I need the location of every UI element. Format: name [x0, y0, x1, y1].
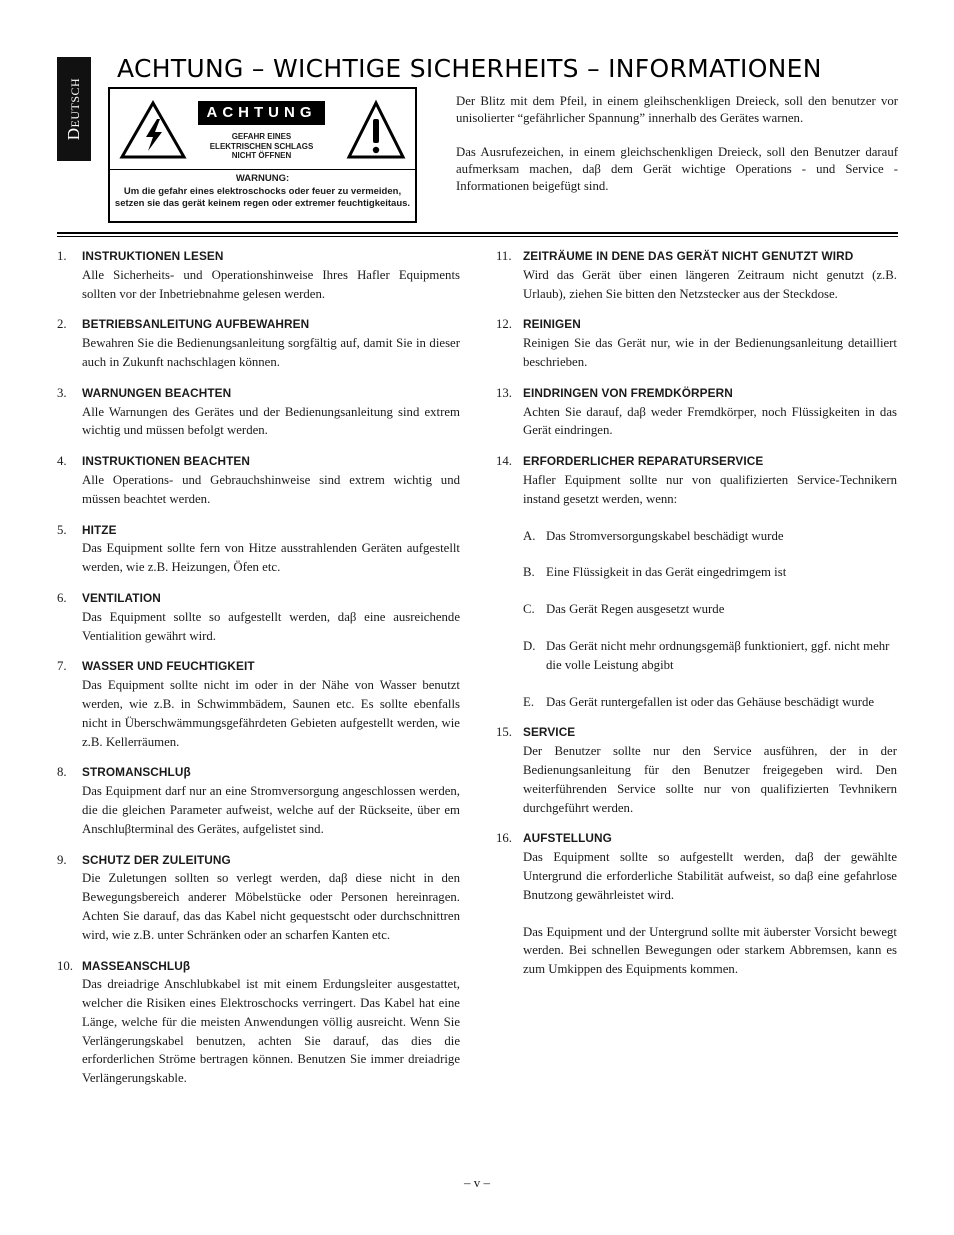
item-number: 9. — [57, 852, 67, 867]
divider-thin — [57, 236, 898, 237]
condition-letter: B. — [523, 565, 535, 580]
exclamation-triangle-icon — [345, 99, 407, 161]
item-text: Das Equipment sollte so aufgestellt werden, daβ eine ausreichende Ventialition gewährt wird. — [82, 609, 460, 643]
language-tab-label: Deutsch — [64, 77, 83, 141]
condition-letter: E. — [523, 694, 535, 709]
item-heading: SERVICE — [523, 725, 576, 740]
item-text: Alle Operations- und Gebrauchshinweise sind extrem wichtig und müssen beachtet werden. — [82, 472, 460, 506]
item-number: 6. — [57, 590, 67, 605]
item-text: Alle Warnungen des Gerätes und der Bedienungsanleitung sind extrem wichtig und müssen befolgt werden. — [82, 404, 460, 438]
condition-text: Das Stromversorgungskabel beschädigt wurde — [546, 528, 784, 543]
warning-divider — [110, 169, 415, 170]
item-number: 16. — [496, 831, 512, 846]
instruction-item — [57, 657, 460, 751]
item-number: 15. — [496, 725, 512, 740]
warning-text — [114, 173, 411, 211]
condition-item — [523, 693, 897, 712]
left-column — [57, 247, 460, 1100]
item-text: Wird das Gerät über einen längeren Zeitraum nicht genutzt (z.B. Urlaub), ziehen Sie bitten den Netzstecker aus der Steckdose. — [523, 267, 897, 301]
item-heading: SCHUTZ DER ZULEITUNG — [82, 852, 231, 867]
item-heading: AUFSTELLUNG — [523, 831, 612, 846]
item-text: Das Equipment sollte fern von Hitze ausstrahlenden Geräten aufgestellt werden, wie z.B. Heizungen, Öfen etc. — [82, 541, 460, 575]
instruction-item — [57, 247, 460, 303]
warning-label-box — [108, 87, 417, 223]
item-heading: INSTRUKTIONEN BEACHTEN — [82, 454, 251, 469]
item-number: 12. — [496, 317, 512, 332]
item-heading: ERFORDERLICHER REPARATURSERVICE — [523, 454, 764, 469]
danger-line: NICHT ÖFFNEN — [231, 151, 292, 160]
item-number: 7. — [57, 659, 67, 674]
item-heading: BETRIEBSANLEITUNG AUFBEWAHREN — [82, 317, 310, 332]
danger-line: GEFAHR EINES — [231, 132, 292, 141]
instruction-item — [496, 829, 897, 979]
item-number: 4. — [57, 454, 67, 469]
item-heading: WARNUNGEN BEACHTEN — [82, 385, 232, 400]
item-text: Alle Sicherheits- und Operationshinweise Ihres Hafler Equipments sollten vor der Inbetriebnahme gelesen werden. — [82, 267, 460, 301]
condition-letter: A. — [523, 528, 536, 543]
instruction-item — [496, 723, 897, 817]
achtung-banner: ACHTUNG — [198, 101, 325, 125]
item-heading: EINDRINGEN VON FREMDKÖRPERN — [523, 385, 733, 400]
item-number: 1. — [57, 249, 67, 263]
page-number: – v – — [464, 1175, 490, 1190]
item-text: Das Equipment sollte nicht im oder in der Nähe von Wasser benutzt werden, wie z.B. in Schwimmbädem, Saunen etc. Es sollte ebenfalls nicht in Überschwämmungsgefährdeten Gebieten aufgestellt werden, wie z.B. Kellerräumen. — [82, 678, 460, 749]
instruction-item — [496, 452, 897, 711]
instruction-item — [496, 315, 897, 371]
item-number: 13. — [496, 385, 512, 400]
item-text: Der Benutzer sollte nur den Service ausführen, der in der Bedienungsanleitung für den Benutzer freigegeben wird. Den weiterführenden Service sollte nur von qualifizierten Tevhnikern durchgeführt werden. — [523, 744, 897, 815]
condition-item — [523, 563, 897, 582]
condition-text: Das Gerät runtergefallen ist oder das Gehäuse beschädigt wurde — [546, 694, 875, 709]
condition-item — [523, 637, 897, 675]
item-text: Das Equipment sollte so aufgestellt werden, daβ der gewählte Untergrund die erforderliche Stabilität aufweist, so daβ eine gefahrlose Bnutzong gewährleistet wird. — [523, 850, 897, 902]
danger-text — [192, 132, 331, 161]
lightning-triangle-icon — [118, 99, 188, 161]
item-heading: VENTILATION — [82, 590, 161, 605]
instruction-item — [57, 851, 460, 945]
item-text: Das dreiadrige Anschlubkabel ist mit einem Erdungsleiter ausgestattet, welcher die Risiken eines Elektroschocks verringert. Das Kabel hat eine Länge, welche für die meisten Anwendungen völlig ausreicht. Wenn Sie Verlängerungskabel benutzen, achten Sie darauf, das dies die erforderlichen Ströme bertragen können. Benutzen Sie immer dreiadrige Verlängerungskable. — [82, 977, 460, 1086]
item-text: Hafler Equipment sollte nur von qualifizierten Service-Technikern instand gesetzt werden, wenn: — [523, 472, 897, 506]
item-heading: STROMANSCHLUβ — [82, 765, 191, 780]
instruction-item — [57, 763, 460, 838]
item-heading: ZEITRÄUME IN DENE DAS GERÄT NICHT GENUTZT WIRD — [523, 249, 854, 263]
item-text: Reinigen Sie das Gerät nur, wie in der Bedienungsanleitung detailliert beschrieben. — [523, 336, 897, 369]
item-extra-text: Das Equipment und der Untergrund sollte mit äuberster Vorsicht bewegt werden. Bei schnellen Bewegungen oder starkem Abbremsen, kann es zum Umkippen des Equipments kommen. — [523, 924, 897, 977]
item-number: 3. — [57, 385, 67, 400]
condition-text: Das Gerät Regen ausgesetzt wurde — [546, 602, 725, 617]
item-text: Achten Sie darauf, daβ weder Fremdkörper, noch Flüssigkeiten in das Gerät eindringen. — [523, 404, 897, 438]
language-tab — [57, 57, 91, 161]
item-heading: WASSER UND FEUCHTIGKEIT — [82, 659, 255, 674]
page-title: ACHTUNG – WICHTIGE SICHERHEITS – INFORMATIONEN — [117, 54, 822, 83]
condition-text: Eine Flüssigkeit in das Gerät eingedrimgem ist — [546, 565, 787, 580]
instruction-item — [57, 589, 460, 645]
item-number: 2. — [57, 317, 67, 332]
item-number: 11. — [496, 249, 512, 263]
item-text: Bewahren Sie die Bedienungsanleitung sorgfältig auf, damit Sie in dieser auch in Zukunft nachschlagen können. — [82, 336, 460, 369]
instruction-item — [496, 247, 897, 303]
condition-text: Das Gerät nicht mehr ordnungsgemäβ funktioniert, ggf. nicht mehr die volle Leistung abgibt — [546, 638, 890, 672]
instruction-item — [57, 521, 460, 577]
instruction-item — [57, 384, 460, 440]
right-column — [496, 247, 897, 991]
item-text: Das Equipment darf nur an eine Stromversorgung angeschlossen werden, die die gleichen Parameter aufweist, welche auf der Rückseite, über em Anschluβterminal des Gerätes, aufgelistet sind. — [82, 784, 460, 836]
intro-paragraph: Der Blitz mit dem Pfeil, in einem gleihschenkligen Dreieck, soll den benutzer vor unisolierter “gefährlicher Spannung” innerhalb des Gerätes warnen. — [456, 94, 898, 125]
instruction-item — [496, 384, 897, 440]
danger-line: ELEKTRISCHEN SCHLAGS — [209, 141, 314, 151]
item-heading: HITZE — [82, 522, 117, 537]
item-text: Die Zuletungen sollten so verlegt werden, daβ diese nicht in den Bewegungsbereich anderer Möbelstücke oder Personen hereinragen. Achten Sie darauf, das das Kabel nicht gequestscht oder durchschnittren wird, wie z.B. unter Schränken oder an scharfen Kanten etc. — [82, 871, 460, 942]
item-heading: INSTRUKTIONEN LESEN — [82, 249, 224, 263]
instruction-item — [57, 452, 460, 508]
condition-item — [523, 527, 897, 546]
condition-letter: D. — [523, 638, 536, 653]
condition-letter: C. — [523, 602, 535, 617]
item-heading: REINIGEN — [523, 317, 581, 332]
item-number: 14. — [496, 454, 512, 469]
instruction-item — [57, 957, 460, 1089]
item-heading: MASSEANSCHLUβ — [82, 958, 191, 973]
divider-thick — [57, 232, 898, 234]
item-number: 8. — [57, 765, 67, 780]
item-number: 10. — [57, 958, 73, 973]
intro-paragraph: Das Ausrufezeichen, in einem gleichschenkligen Dreieck, soll den Benutzer darauf aufmerksam machen, daβ dem Gerät wichtige Operations - und Service - Informationen beigefügt sind. — [456, 145, 898, 193]
condition-item — [523, 600, 897, 619]
instruction-item — [57, 315, 460, 371]
item-number: 5. — [57, 522, 67, 537]
warning-heading: WARNUNG: — [235, 173, 290, 184]
intro-text — [456, 93, 898, 212]
warning-body: Um die gefahr eines elektroschocks oder feuer zu vermeiden, setzen sie das gerät keinem regen oder extremer feuchtigkeitaus. — [114, 185, 411, 209]
